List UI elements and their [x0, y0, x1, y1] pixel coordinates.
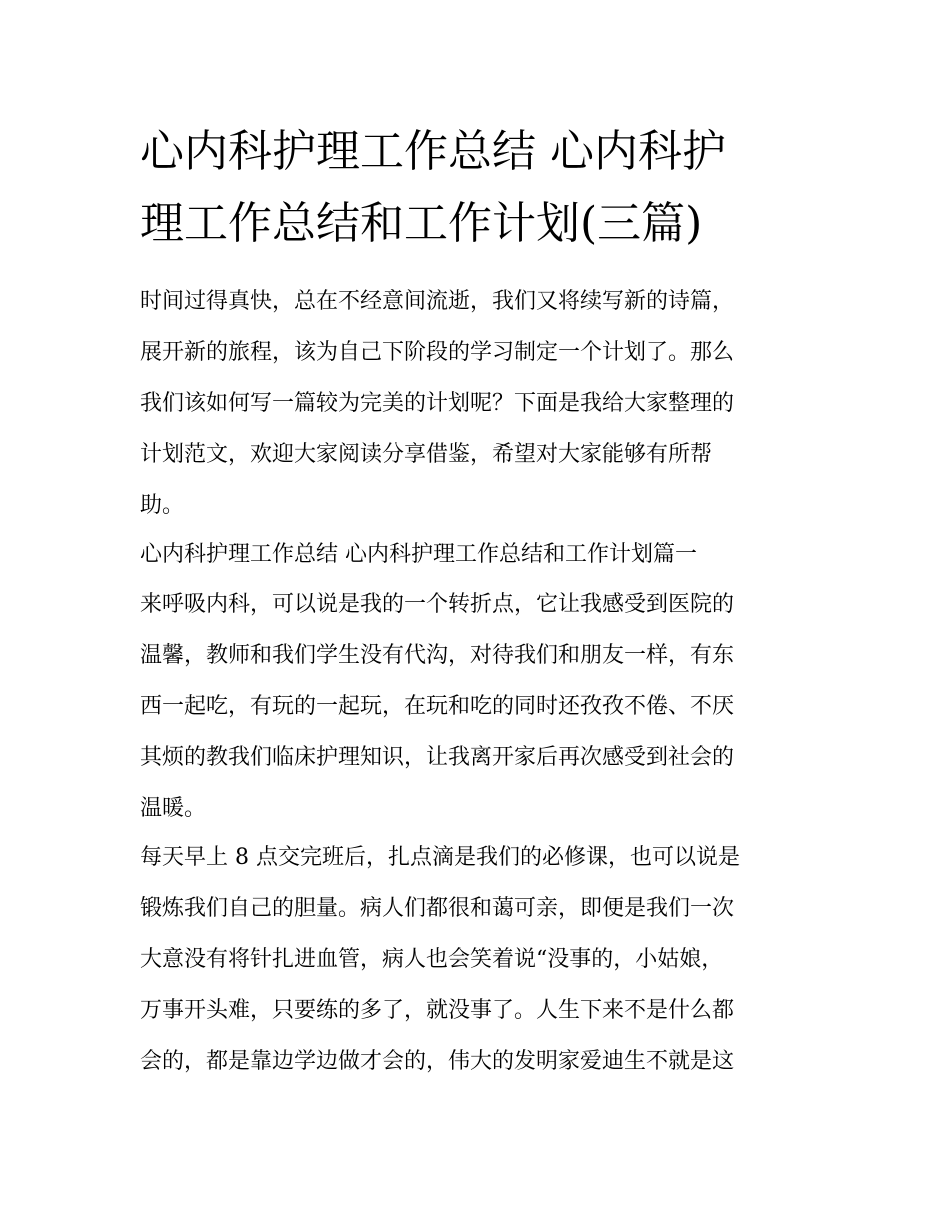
text-line: 温暖。 [140, 796, 207, 821]
intro-paragraph [140, 276, 820, 531]
text-line: 时间过得真快，总在不经意间流逝，我们又将续写新的诗篇， [140, 289, 735, 314]
section-heading: 心内科护理工作总结 心内科护理工作总结和工作计划篇一 [140, 542, 697, 567]
body-paragraph-1 [140, 579, 820, 834]
text-line: 来呼吸内科，可以说是我的一个转折点，它让我感受到医院的 [140, 592, 735, 617]
text-line: 我们该如何写一篇较为完美的计划呢？下面是我给大家整理的 [140, 391, 735, 416]
document-title [140, 116, 820, 260]
text-line: 助。 [140, 493, 185, 518]
text-line: 会的，都是靠边学边做才会的，伟大的发明家爱迪生不就是这 [140, 1049, 735, 1074]
text-line: 温馨，教师和我们学生没有代沟，对待我们和朋友一样，有东 [140, 643, 735, 668]
text-line: 西一起吃，有玩的一起玩，在玩和吃的同时还孜孜不倦、不厌 [140, 694, 735, 719]
title-line: 理工作总结和工作计划(三篇) [140, 198, 703, 249]
text-line: 万事开头难，只要练的多了，就没事了。人生下来不是什么都 [140, 998, 735, 1023]
text-line: 大意没有将针扎进血管，病人也会笑着说“没事的，小姑娘， [140, 947, 724, 972]
text-line: 每天早上 8 点交完班后，扎点滴是我们的必修课，也可以说是 [140, 845, 740, 870]
text-line: 展开新的旅程，该为自己下阶段的学习制定一个计划了。那么 [140, 340, 735, 365]
title-line: 心内科护理工作总结 心内科护 [140, 126, 726, 177]
text-line: 锻炼我们自己的胆量。病人们都很和蔼可亲，即便是我们一次 [140, 896, 735, 921]
body-paragraph-2 [140, 832, 820, 1087]
text-line: 计划范文，欢迎大家阅读分享借鉴，希望对大家能够有所帮 [140, 442, 713, 467]
text-line: 其烦的教我们临床护理知识，让我离开家后再次感受到社会的 [140, 745, 735, 770]
